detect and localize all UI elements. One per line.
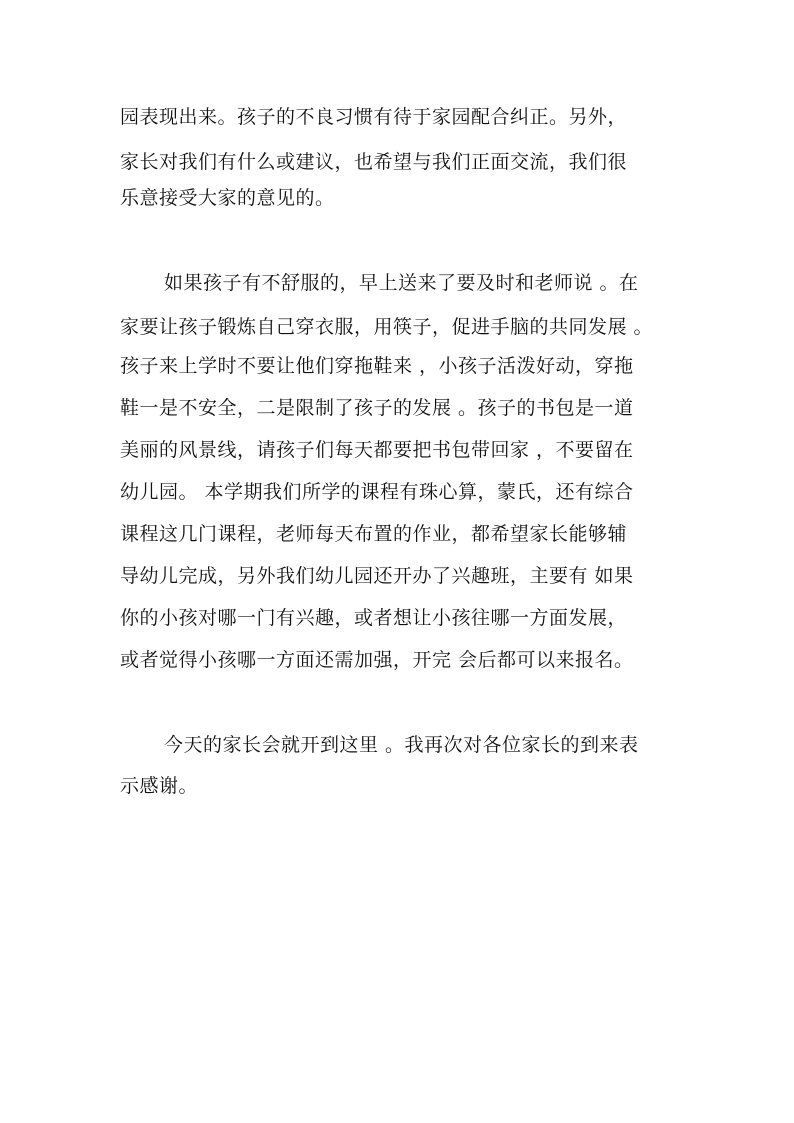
paragraph-3-line-2: 示感谢。 (120, 775, 199, 797)
paragraph-2-line-4: 鞋一是不安全，二是限制了孩子的发展 。孩子的书包是一道 (120, 397, 634, 419)
paragraph-2-line-3: 孩子来上学时不要让他们穿拖鞋来 ，小孩子活泼好动，穿拖 (120, 355, 634, 377)
paragraph-2-line-2: 家要让孩子锻炼自己穿衣服，用筷子，促进手脑的共同发展 。 (120, 316, 654, 338)
paragraph-1-line-3: 乐意接受大家的意见的。 (120, 187, 335, 209)
paragraph-1-line-2: 家长对我们有什么或建议，也希望与我们正面交流，我们很 (120, 151, 628, 173)
paragraph-2-line-1: 如果孩子有不舒服的，早上送来了要及时和老师说 。在 (164, 272, 639, 294)
paragraph-1-line-1: 园表现出来。孩子的不良习惯有待于家园配合纠正。另外， (120, 106, 628, 128)
paragraph-2-line-7: 课程这几门课程，老师每天布置的作业，都希望家长能够辅 (120, 523, 628, 545)
paragraph-2-line-5: 美丽的风景线，请孩子们每天都要把书包带回家 ，不要留在 (120, 439, 634, 461)
paragraph-2-line-8: 导幼儿完成，另外我们幼儿园还开办了兴趣班，主要有 如果 (120, 565, 634, 587)
paragraph-2-line-6: 幼儿园。 本学期我们所学的课程有珠心算，蒙氏，还有综合 (120, 481, 634, 503)
paragraph-3-line-1: 今天的家长会就开到这里 。我再次对各位家长的到来表 (164, 734, 639, 756)
paragraph-2-line-10: 或者觉得小孩哪一方面还需加强，开完 会后都可以来报名。 (120, 649, 634, 671)
paragraph-2-line-9: 你的小孩对哪一门有兴趣，或者想让小孩往哪一方面发展， (120, 607, 628, 629)
